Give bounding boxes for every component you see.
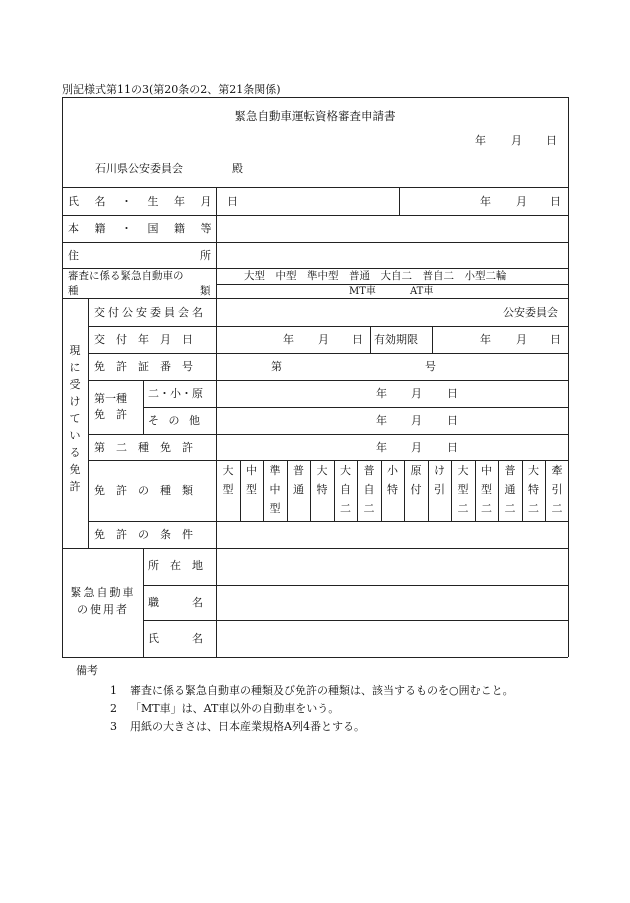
addressee: 石川県公安委員会 xyxy=(95,162,183,175)
domicile-input[interactable] xyxy=(222,218,562,240)
date-day-label[interactable]: 日 xyxy=(546,134,557,147)
location-input[interactable] xyxy=(222,552,562,582)
license-number-prefix: 第 xyxy=(271,360,282,373)
label-domicile: 本 籍 ・ 国 籍 等 xyxy=(68,222,218,235)
note-text: 用紙の大きさは、日本産業規格A列4番とする。 xyxy=(130,720,365,733)
class1-sub1-day-label[interactable]: 日 xyxy=(447,387,458,400)
license-kind-cell[interactable]: け引 xyxy=(434,464,445,496)
class1-sub2-month-label[interactable]: 月 xyxy=(411,414,422,427)
conditions-input[interactable] xyxy=(222,524,562,545)
license-kind-cell[interactable]: 普通 xyxy=(293,464,304,496)
birth-year-label[interactable]: 年 xyxy=(480,195,491,208)
label-class1-sub2: そ の 他 xyxy=(148,414,203,427)
license-number-input[interactable] xyxy=(290,356,420,376)
license-kind-cell[interactable]: 準中型 xyxy=(269,464,281,515)
note-number: 3 xyxy=(110,720,117,733)
class1-sub1-month-label[interactable]: 月 xyxy=(411,387,422,400)
label-class1-sub1: 二・小・原 xyxy=(148,387,203,400)
date-month-label[interactable]: 月 xyxy=(511,134,522,147)
class2-month-label[interactable]: 月 xyxy=(411,441,422,454)
license-kind-cell[interactable]: 大特二 xyxy=(528,464,539,515)
issuing-commission-suffix: 公安委員会 xyxy=(503,306,558,319)
label-location: 所 在 地 xyxy=(148,559,203,572)
note-text: 審査に係る緊急自動車の種類及び免許の種類は、該当するものを○囲むこと。 xyxy=(130,684,514,697)
label-class2: 第 二 種 免 許 xyxy=(94,441,193,454)
label-name-birth: 氏 名 ・ 生 年 月 日 xyxy=(68,195,244,208)
license-number-suffix: 号 xyxy=(425,360,436,373)
label-user-name: 氏 名 xyxy=(148,632,203,645)
license-kind-cell[interactable]: 大型 xyxy=(222,464,234,496)
issue-day-label[interactable]: 日 xyxy=(352,333,363,346)
license-kind-cell[interactable]: 原付 xyxy=(410,464,422,496)
license-kind-cell[interactable]: 大特 xyxy=(316,464,328,496)
expiry-month-label[interactable]: 月 xyxy=(516,333,527,346)
form-title: 緊急自動車運転資格審査申請書 xyxy=(234,109,396,123)
label-position: 職 名 xyxy=(148,596,203,609)
license-kind-cell[interactable]: 中型二 xyxy=(481,464,492,515)
issuing-commission-input[interactable] xyxy=(222,302,492,322)
label-vehicle-type-a: 審査に係る緊急自動車の xyxy=(68,270,184,282)
form-number: 別記様式第11の3(第20条の2、第21条関係) xyxy=(62,83,281,96)
label-license-kinds: 免 許 の 種 類 xyxy=(94,484,193,497)
class2-year-label[interactable]: 年 xyxy=(376,441,387,454)
license-kind-cell[interactable]: 牽引二 xyxy=(551,464,563,515)
class1-sub2-year-label[interactable]: 年 xyxy=(376,414,387,427)
user-group-label: 緊急自動車の使用者 xyxy=(70,586,136,617)
label-vehicle-type-b2: 類 xyxy=(200,285,211,297)
honorific: 殿 xyxy=(232,162,243,175)
expiry-day-label[interactable]: 日 xyxy=(550,333,561,346)
class1-sub2-day-label[interactable]: 日 xyxy=(447,414,458,427)
license-kind-cell[interactable]: 中型 xyxy=(246,464,257,496)
license-kind-cell[interactable]: 小特 xyxy=(387,464,398,496)
issue-month-label[interactable]: 月 xyxy=(318,333,329,346)
expiry-year-label[interactable]: 年 xyxy=(480,333,491,346)
label-license-number: 免 許 証 番 号 xyxy=(94,360,193,373)
note-number: 2 xyxy=(110,702,117,715)
position-input[interactable] xyxy=(222,589,562,617)
current-license-group-label: 現に受けている免許 xyxy=(69,344,81,494)
class2-day-label[interactable]: 日 xyxy=(447,441,458,454)
label-address-a: 住 xyxy=(68,249,79,262)
name-input[interactable] xyxy=(224,190,394,212)
note-text: 「MT車」は、AT車以外の自動車をいう。 xyxy=(130,702,340,715)
license-kind-cell[interactable]: 大自二 xyxy=(340,464,351,515)
birth-month-label[interactable]: 月 xyxy=(516,195,527,208)
label-class1-a: 第一種 xyxy=(94,392,127,405)
date-year-label[interactable]: 年 xyxy=(475,134,486,147)
class1-sub1-year-label[interactable]: 年 xyxy=(376,387,387,400)
label-issuing-commission: 交付公安委員会名 xyxy=(94,306,206,319)
label-class1-b: 免 許 xyxy=(94,408,127,421)
label-conditions: 免 許 の 条 件 xyxy=(94,528,193,541)
license-kind-cell[interactable]: 大型二 xyxy=(457,464,469,515)
address-input[interactable] xyxy=(222,245,562,266)
label-address-b: 所 xyxy=(200,249,211,262)
user-name-input[interactable] xyxy=(222,624,562,654)
transmission-mt[interactable]: MT車 xyxy=(349,286,376,297)
label-issue-date: 交 付 年 月 日 xyxy=(94,333,193,346)
vehicle-type-options[interactable]: 大型 中型 準中型 普通 大自二 普自二 小型二輪 xyxy=(244,270,507,282)
transmission-at[interactable]: AT車 xyxy=(410,286,434,297)
label-expiry: 有効期限 xyxy=(374,333,418,346)
notes-heading: 備考 xyxy=(76,664,98,677)
birth-day-label[interactable]: 日 xyxy=(550,195,561,208)
note-number: 1 xyxy=(110,684,117,697)
license-kind-cell[interactable]: 普通二 xyxy=(504,464,516,515)
issue-year-label[interactable]: 年 xyxy=(283,333,294,346)
label-vehicle-type-b1: 種 xyxy=(68,285,79,297)
license-kind-cell[interactable]: 普自二 xyxy=(363,464,375,515)
